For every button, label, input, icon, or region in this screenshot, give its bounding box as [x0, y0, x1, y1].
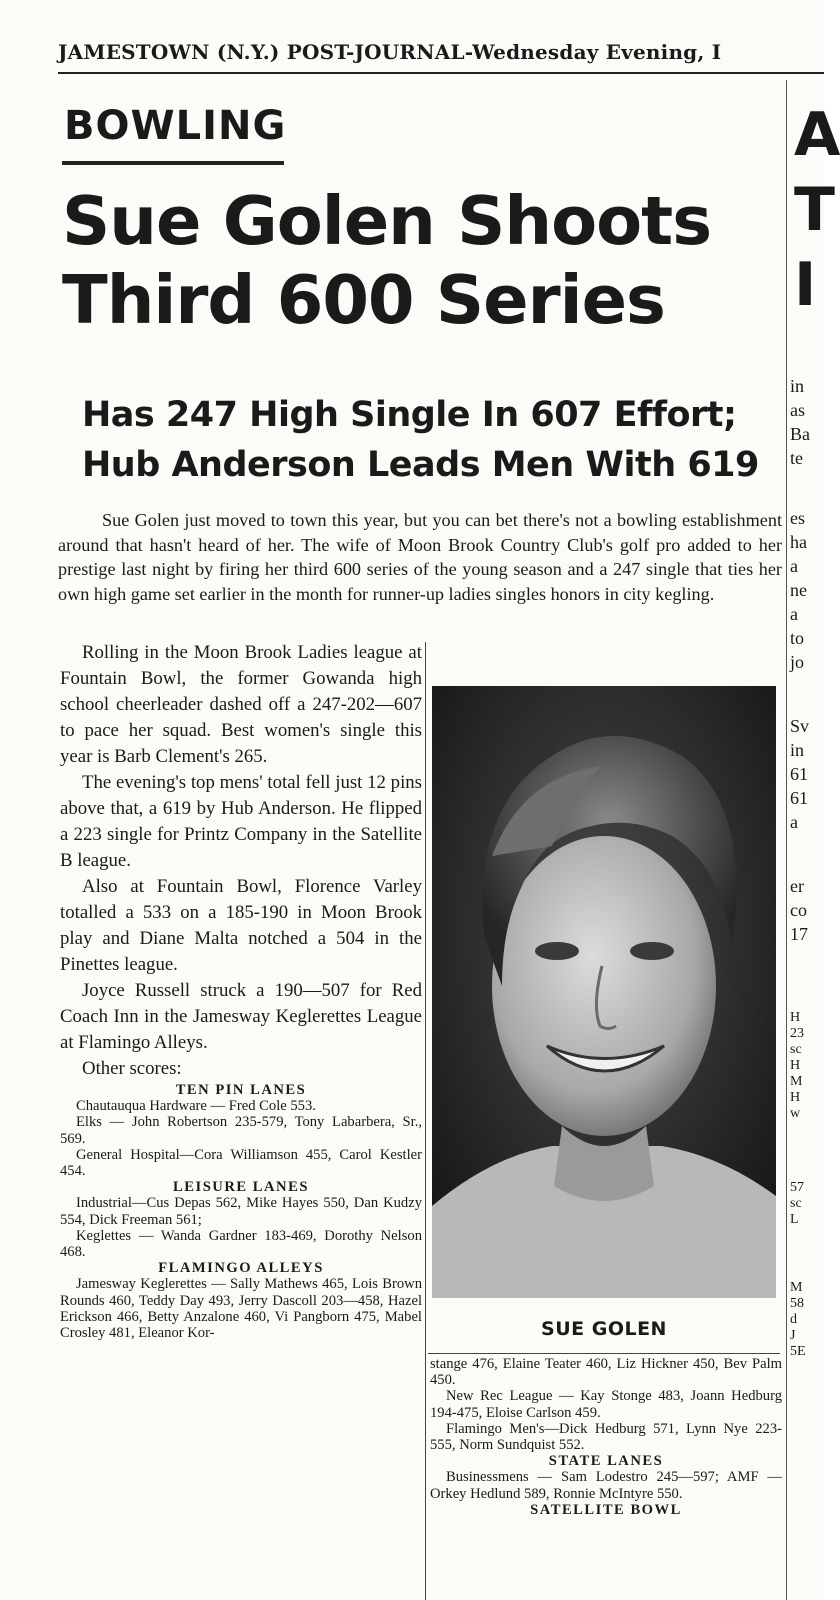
score-entry: Businessmens — Sam Lodestro 245—597; AMF — Orkey Hedlund 589, Ronnie McIntyre 550.: [430, 1469, 782, 1502]
masthead-rule: [58, 72, 824, 74]
adjacent-text-fragment: ne: [790, 580, 807, 600]
adjacent-text-fragment: L: [790, 1212, 799, 1227]
bowling-house-heading: LEISURE LANES: [173, 1179, 309, 1196]
adjacent-text-fragment: ha: [790, 532, 807, 552]
adjacent-text-fragment: in: [790, 376, 805, 396]
caption-rule: [428, 1353, 780, 1354]
subheadline-line-1: Has 247 High Single In 607 Effort;: [82, 395, 737, 435]
adjacent-text-fragment: M: [790, 1074, 803, 1089]
adjacent-text-fragment: a: [790, 556, 798, 576]
scores-list-right: [430, 1356, 782, 1518]
adjacent-text-fragment: H: [790, 1058, 801, 1073]
adjacent-text-fragment: 5E: [790, 1344, 806, 1359]
score-entry: General Hospital—Cora Williamson 455, Carol Kestler 454.: [60, 1146, 422, 1180]
headline-line-2: Third 600 Series: [62, 261, 665, 339]
section-heading: BOWLING: [64, 103, 287, 149]
adjacent-text-fragment: 58: [790, 1296, 804, 1311]
adjacent-text-fragment: as: [790, 400, 805, 420]
portrait-photo: [432, 686, 776, 1298]
score-entry: Chautauqua Hardware — Fred Cole 553.: [76, 1098, 316, 1115]
article-left-column: [60, 640, 422, 1341]
adjacent-text-fragment: w: [790, 1106, 801, 1121]
adjacent-text-fragment: J: [790, 1328, 796, 1343]
adjacent-text-fragment: es: [790, 508, 805, 528]
bowling-house-heading: TEN PIN LANES: [175, 1082, 307, 1098]
photo-caption: SUE GOLEN: [541, 1318, 667, 1340]
body-paragraph: Joyce Russell struck a 190—507 for Red Coach Inn in the Jamesway Keglerettes League at Flamingo Alleys.: [60, 980, 422, 1053]
adjacent-text-fragment: co: [790, 900, 807, 920]
masthead: JAMESTOWN (N.Y.) POST-JOURNAL-Wednesday Evening, I: [58, 40, 722, 64]
adjacent-text-fragment: M: [790, 1280, 803, 1295]
score-entry: Keglettes — Wanda Gardner 183-469, Dorothy Nelson 468.: [60, 1227, 422, 1261]
adjacent-headline-fragment: T: [794, 175, 835, 245]
adjacent-text-fragment: in: [790, 740, 805, 760]
score-entry: stange 476, Elaine Teater 460, Liz Hickner 450, Bev Palm 450.: [430, 1356, 782, 1389]
body-paragraph: The evening's top mens' total fell just 12 pins above that, a 619 by Hub Anderson. He flipped a 223 single for Printz Company in the Satellite B league.: [60, 772, 422, 871]
adjacent-text-fragment: a: [790, 812, 798, 832]
bowling-house-heading: FLAMINGO ALLEYS: [158, 1260, 324, 1277]
adjacent-text-fragment: sc: [790, 1196, 802, 1211]
adjacent-headline-fragment: I: [794, 250, 817, 320]
bowling-house-heading: SATELLITE BOWL: [530, 1501, 682, 1518]
lead-paragraph: Sue Golen just moved to town this year, but you can bet there's not a bowling establishment around that hasn't heard of her. The wife of Moon Brook Country Club's golf pro added to her prestige last night by firing her third 600 series of the young season and a 247 single that ties her own high game set earlier in the month for runner-up ladies singles honors in city kegling.: [58, 510, 782, 604]
subheadline-line-2: Hub Anderson Leads Men With 619: [82, 445, 759, 485]
adjacent-text-fragment: d: [790, 1312, 797, 1327]
headline: [62, 182, 782, 340]
adjacent-text-fragment: H: [790, 1090, 801, 1105]
scores-list-left: [60, 1082, 422, 1341]
adjacent-text-fragment: 61: [790, 764, 808, 784]
adjacent-text-fragment: jo: [790, 652, 805, 672]
subheadline: [82, 390, 788, 490]
body-paragraph: Rolling in the Moon Brook Ladies league at Fountain Bowl, the former Gowanda high school cheerleader dashed off a 247-202—607 to pace her squad. Best women's single this year is Barb Clement's 265.: [60, 642, 422, 767]
body-paragraph: Also at Fountain Bowl, Florence Varley totalled a 533 on a 185-190 in Moon Brook play and Diane Malta notched a 504 in the Pinettes league.: [60, 876, 422, 975]
adjacent-text-fragment: sc: [790, 1042, 802, 1057]
adjacent-text-fragment: 57: [790, 1180, 804, 1195]
adjacent-text-fragment: te: [790, 448, 803, 468]
score-entry: Industrial—Cus Depas 562, Mike Hayes 550, Dan Kudzy 554, Dick Freeman 561;: [60, 1195, 422, 1228]
bowling-house-heading: STATE LANES: [548, 1453, 664, 1470]
score-entry: Flamingo Men's—Dick Hedburg 571, Lynn Nye 223-555, Norm Sundquist 552.: [430, 1420, 782, 1454]
adjacent-article-fragments: [784, 80, 840, 1600]
headline-line-1: Sue Golen Shoots: [62, 182, 712, 260]
adjacent-headline-fragment: A: [794, 100, 840, 170]
portrait-illustration: [432, 686, 776, 1298]
adjacent-text-fragment: 61: [790, 788, 808, 808]
adjacent-text-fragment: Sv: [790, 716, 810, 736]
other-scores-label: Other scores:: [82, 1058, 182, 1079]
score-entry: New Rec League — Kay Stonge 483, Joann Hedburg 194-475, Eloise Carlson 459.: [430, 1388, 782, 1421]
score-entry: Jamesway Keglerettes — Sally Mathews 465, Lois Brown Rounds 460, Teddy Day 493, Jerry Dascoll 203—458, Hazel Erickson 466, Betty Anzalone 460, Vi Pangborn 475, Mabel Crosley 481, Eleanor Kor-: [60, 1276, 422, 1342]
adjacent-text-fragment: a: [790, 604, 798, 624]
adjacent-text-fragment: er: [790, 876, 804, 896]
adjacent-text-fragment: to: [790, 628, 805, 648]
adjacent-text-fragment: Ba: [790, 424, 810, 444]
adjacent-text-fragment: 23: [790, 1026, 804, 1041]
adjacent-text-fragment: 17: [790, 924, 808, 944]
score-entry: Elks — John Robertson 235-579, Tony Labarbera, Sr., 569.: [60, 1114, 422, 1147]
column-divider: [425, 642, 426, 1600]
adjacent-text-fragment: H: [790, 1010, 801, 1025]
section-rule: [62, 161, 284, 165]
